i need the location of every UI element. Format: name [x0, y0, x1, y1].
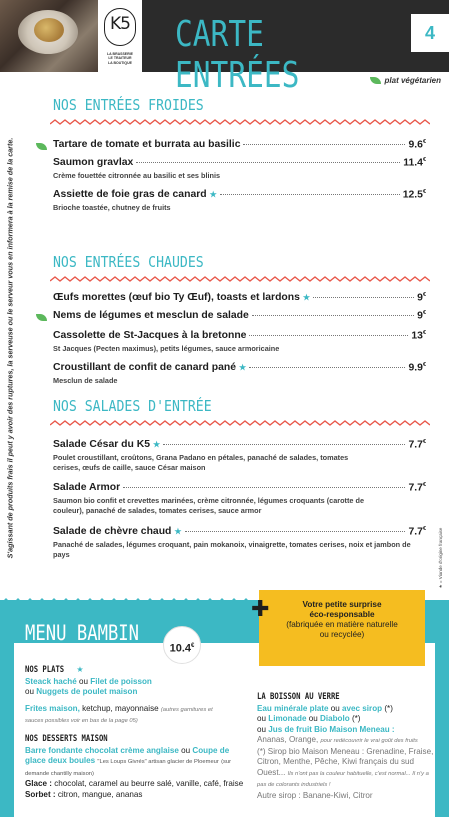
jus-note: pour redécouvrir le vrai goût des fruits — [320, 738, 418, 744]
item-price — [417, 310, 426, 321]
sirop-meneau: (*) Sirop bio Maison Meneau : Grenadine, Fraise, Citron, Menthe, Pêche, Kiwi français du sud Ouest... — [257, 746, 434, 777]
item-name: Saumon gravlax — [53, 157, 134, 169]
boisson-heading: LA BOISSON AU VERRE — [257, 692, 340, 702]
leader-dots — [220, 194, 400, 195]
or-text: ou — [181, 745, 191, 755]
currency: € — [422, 362, 426, 368]
frites-label: Frites maison, — [25, 703, 80, 713]
bambin-plats — [25, 665, 230, 727]
price-value: 10.4 — [169, 642, 192, 655]
menu-item — [53, 439, 426, 473]
item-price — [403, 157, 426, 168]
boisson-option: Eau minérale plate — [257, 703, 329, 713]
or-text: ou — [308, 714, 318, 723]
menu-item — [53, 189, 426, 213]
item-price — [408, 526, 426, 537]
currency: € — [422, 526, 426, 532]
vegetarian-legend — [370, 76, 441, 85]
boisson-option: Jus de fruit Bio Maison Meneau : — [268, 724, 395, 734]
leader-dots — [136, 162, 400, 163]
item-description: Poulet croustillant, croûtons, Grana Padano en pétales, panaché de salades, tomates cerises, œufs de caille, sauce César maison — [53, 453, 349, 473]
plat-option: Steack haché — [25, 676, 77, 686]
glace-text: chocolat, caramel au beurre salé, vanille, café, fraise — [54, 779, 244, 788]
item-name — [53, 526, 182, 537]
leader-dots — [243, 144, 405, 145]
item-name-text: Croustillant de confit de canard pané — [53, 362, 237, 374]
or-text: ou — [330, 703, 340, 713]
frites-text: ketchup, mayonnaise — [82, 703, 159, 713]
leader-dots — [249, 335, 408, 336]
page-number: 4 — [411, 14, 449, 52]
star-icon: ★ — [239, 363, 247, 373]
item-price — [408, 362, 426, 373]
leaf-icon — [370, 77, 381, 84]
item-description: Saumon bio confit et crevettes marinées, crème citronnée, légumes croquants (carotte de couleur), panaché de salades, tomates cerises, sauce armor — [53, 496, 365, 516]
currency: € — [422, 482, 426, 488]
item-description: Brioche toastée, chutney de fruits — [53, 203, 171, 213]
price-value: 12.5 — [402, 189, 423, 201]
item-description: Panaché de salades, légumes croquant, pain mokanoix, vinaigrette, tomates cerises, noix et jambon de pays — [53, 540, 411, 560]
currency: € — [422, 330, 426, 336]
item-name-text: Salade de chèvre chaud — [53, 526, 172, 538]
item-name-text: Salade César du K5 — [53, 439, 151, 451]
price-value: 7.7 — [408, 482, 423, 494]
sorbet-text: citron, mangue, ananas — [57, 789, 143, 799]
currency: € — [422, 310, 426, 316]
price-value: 13 — [411, 330, 423, 342]
logo-text: K5 — [110, 14, 130, 34]
bambin-title: MENU BAMBIN — [25, 621, 140, 645]
bambin-boisson — [257, 692, 437, 801]
item-name — [53, 362, 246, 373]
side-note — [4, 108, 16, 588]
plat-option: Nuggets de poulet maison — [36, 687, 138, 696]
plats-heading: NOS PLATS — [25, 665, 65, 675]
coupe-note: (sur demande chantilly maison) — [25, 759, 232, 777]
currency: € — [422, 157, 426, 163]
item-price — [417, 292, 426, 303]
or-text: ou — [257, 714, 267, 723]
item-description: Mesclun de salade — [53, 376, 118, 386]
menu-item — [53, 157, 426, 181]
desserts-heading: NOS DESSERTS MAISON — [25, 734, 108, 744]
plus-icon: ✚ — [251, 596, 270, 621]
promo-line: (fabriquée en matière naturelle — [286, 620, 398, 629]
plat-option: Filet de poisson — [90, 676, 152, 686]
coupe-note: "Les Loups Givrés" artisan glacier de Ploemeur — [97, 759, 219, 765]
item-price — [408, 439, 426, 450]
item-name: Salade Armor — [53, 482, 121, 494]
item-description: Crème fouettée citronnée au basilic et ses blinis — [53, 171, 221, 181]
autre-sirop: Autre sirop : Banane-Kiwi, Citror — [257, 790, 373, 800]
dessert-option: Barre fondante chocolat crème anglaise — [25, 745, 179, 755]
sorbet-label: Sorbet : — [25, 789, 56, 799]
menu-item — [53, 526, 426, 560]
leader-dots — [249, 367, 405, 368]
food-photo — [0, 0, 98, 72]
leader-dots — [123, 487, 405, 488]
leader-dots — [163, 444, 405, 445]
item-price — [411, 330, 426, 341]
star-icon: ★ — [153, 440, 161, 450]
item-name — [53, 292, 310, 303]
footnote-mark: (*) — [384, 703, 393, 713]
bambin-desserts — [25, 734, 250, 800]
vegetarian-legend-text: plat végétarien — [384, 76, 441, 85]
currency: € — [422, 189, 426, 195]
or-text: ou — [79, 676, 89, 686]
dessert-option: Coupe de glace deux boules — [25, 745, 230, 765]
leaf-icon — [36, 143, 47, 150]
food-shape — [34, 18, 64, 42]
footnote-mark: (*) — [351, 714, 361, 723]
page-title: CARTE ENTRÉES — [175, 14, 300, 96]
section-title-salades: NOS SALADES D'ENTRÉE — [53, 397, 212, 415]
logo-sub-line: LA BRASSERIE — [107, 52, 133, 56]
section-title-froides: NOS ENTRÉES FROIDES — [53, 96, 204, 114]
leader-dots — [185, 531, 406, 532]
star-icon: ★ — [209, 190, 217, 200]
logo-sub-line: LA BOUTIQUE — [108, 60, 132, 65]
logo-sub-line: LE TRAITEUR — [108, 56, 132, 61]
jus-list: Ananas, Orange, — [257, 735, 319, 744]
side-note-text: S'agissant de produits frais il peut y avoir des ruptures, la serveuse ou le serveur vous en informera à la remise de la carte. — [5, 137, 15, 559]
item-description: St Jacques (Pecten maximus), petits légumes, sauce armoricaine — [53, 344, 280, 354]
origin-note — [436, 515, 446, 600]
currency: € — [422, 439, 426, 445]
zigzag-divider — [50, 118, 430, 126]
frites-note: (autres garnitures et sauces possibles voir en bas de la page 05) — [25, 706, 213, 724]
section-title-chaudes: NOS ENTRÉES CHAUDES — [53, 253, 204, 271]
price-value: 9.6 — [408, 139, 423, 151]
bambin-price — [163, 626, 201, 664]
item-name: Nems de légumes et mesclun de salade — [53, 310, 249, 322]
currency: € — [422, 292, 426, 298]
item-name: Tartare de tomate et burrata au basilic — [53, 139, 241, 151]
price-value: 7.7 — [408, 526, 423, 538]
price-value: 9 — [417, 292, 423, 304]
price-value: 9 — [417, 310, 423, 322]
zigzag-divider — [50, 419, 430, 427]
price-value: 7.7 — [408, 439, 423, 451]
menu-item — [53, 362, 426, 386]
menu-item — [53, 482, 426, 516]
leader-dots — [313, 297, 414, 298]
item-name-text: Assiette de foie gras de canard — [53, 189, 207, 201]
price-value: 11.4 — [403, 157, 423, 169]
item-name — [53, 439, 160, 450]
promo-line: éco-responsable — [309, 610, 375, 619]
item-price — [408, 139, 426, 150]
glace-label: Glace : — [25, 779, 52, 788]
star-icon: ★ — [174, 527, 182, 537]
zigzag-divider — [50, 275, 430, 283]
leaf-icon — [36, 314, 47, 321]
leader-dots — [252, 315, 414, 316]
promo-line: ou recyclée) — [319, 630, 365, 639]
sirop-note: Ils n'ont pas la couleur habituelle, c'est normal... Il n'y a pas de colorants industriels ! — [257, 770, 429, 788]
logo-subtitle — [101, 52, 139, 65]
or-text: ou — [25, 687, 35, 696]
star-icon: ★ — [76, 665, 84, 674]
item-name-text: Œufs morettes (œuf bio Ty Œuf), toasts et lardons — [53, 292, 300, 304]
or-text: ou — [257, 724, 267, 734]
promo-box — [259, 590, 425, 666]
boisson-option: Diabolo — [320, 714, 350, 723]
menu-item — [53, 330, 426, 354]
boisson-option: avec sirop — [342, 703, 383, 713]
item-price — [408, 482, 426, 493]
boisson-option: Limonade — [268, 714, 307, 723]
origin-note-text: ★ = Viande d'origine française — [438, 527, 443, 588]
item-name: Cassolette de St-Jacques à la bretonne — [53, 330, 247, 342]
star-icon: ★ — [302, 293, 311, 303]
promo-line: Votre petite surprise — [302, 600, 382, 609]
menu-item — [53, 139, 426, 150]
currency: € — [422, 139, 426, 145]
item-name — [53, 189, 217, 200]
menu-item — [53, 310, 426, 321]
price-value: 9.9 — [408, 362, 423, 374]
item-price — [403, 189, 426, 200]
menu-item — [53, 292, 426, 303]
currency: € — [191, 643, 195, 649]
